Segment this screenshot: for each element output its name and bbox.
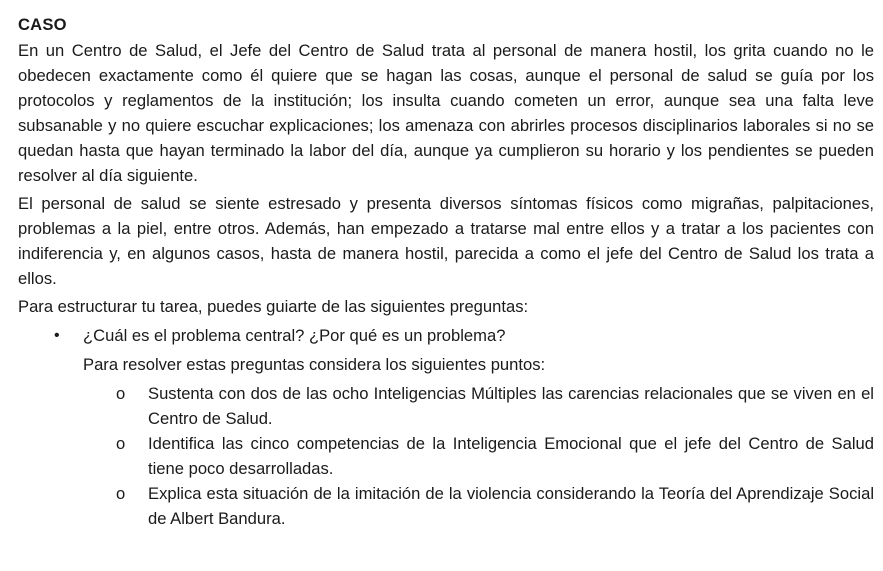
task-intro: Para estructurar tu tarea, puedes guiarte de las siguientes preguntas:: [18, 297, 529, 316]
point-item-2: [18, 431, 874, 481]
circle-bullet-icon: o: [116, 484, 126, 503]
circle-bullet-icon: o: [116, 434, 126, 453]
point-text: Sustenta con dos de las ocho Inteligencias Múltiples las carencias relacionales que se viven en el Centro de Salud.: [148, 384, 874, 428]
case-paragraph-1: En un Centro de Salud, el Jefe del Centro de Salud trata al personal de manera hostil, los grita cuando no le obedecen exactamente como él quiere que se hagan las cosas, aunque el personal de salud se guía por los protocolos y reglamentos de la institución; los insulta cuando cometen un error, aunque sea una falta leve subsanable y no quiere escuchar explicaciones; los amenaza con abrirles procesos disciplinarios laborales si no se quedan hasta que hayan terminado la labor del día, aunque ya cumplieron su horario y los pendientes se pueden resolver al día siguiente.: [18, 41, 874, 185]
case-paragraph-2: El personal de salud se siente estresado y presenta diversos síntomas físicos como migrañas, palpitaciones, problemas a la piel, entre otros. Además, han empezado a tratarse mal entre ellos y a tratar a los pacientes con indiferencia y, en algunos casos, hasta de manera hostil, parecida a como el jefe del Centro de Salud los trata a ellos.: [18, 194, 874, 288]
circle-bullet-icon: o: [116, 384, 126, 403]
point-text: Identifica las cinco competencias de la Inteligencia Emocional que el jefe del Centro de Salud tiene poco desarrolladas.: [148, 434, 874, 478]
point-text: Explica esta situación de la imitación de la violencia considerando la Teoría del Aprendizaje Social de Albert Bandura.: [148, 484, 874, 528]
point-item-1: [18, 381, 874, 431]
case-heading: CASO: [18, 15, 67, 34]
question-item: [18, 323, 874, 348]
question-text: ¿Cuál es el problema central? ¿Por qué es un problema?: [83, 326, 506, 345]
bullet-icon: •: [54, 327, 60, 344]
document-page: [18, 12, 874, 531]
points-list: [18, 381, 874, 531]
questions-list: [18, 323, 874, 348]
points-intro: Para resolver estas preguntas considera los siguientes puntos:: [83, 355, 546, 374]
point-item-3: [18, 481, 874, 531]
